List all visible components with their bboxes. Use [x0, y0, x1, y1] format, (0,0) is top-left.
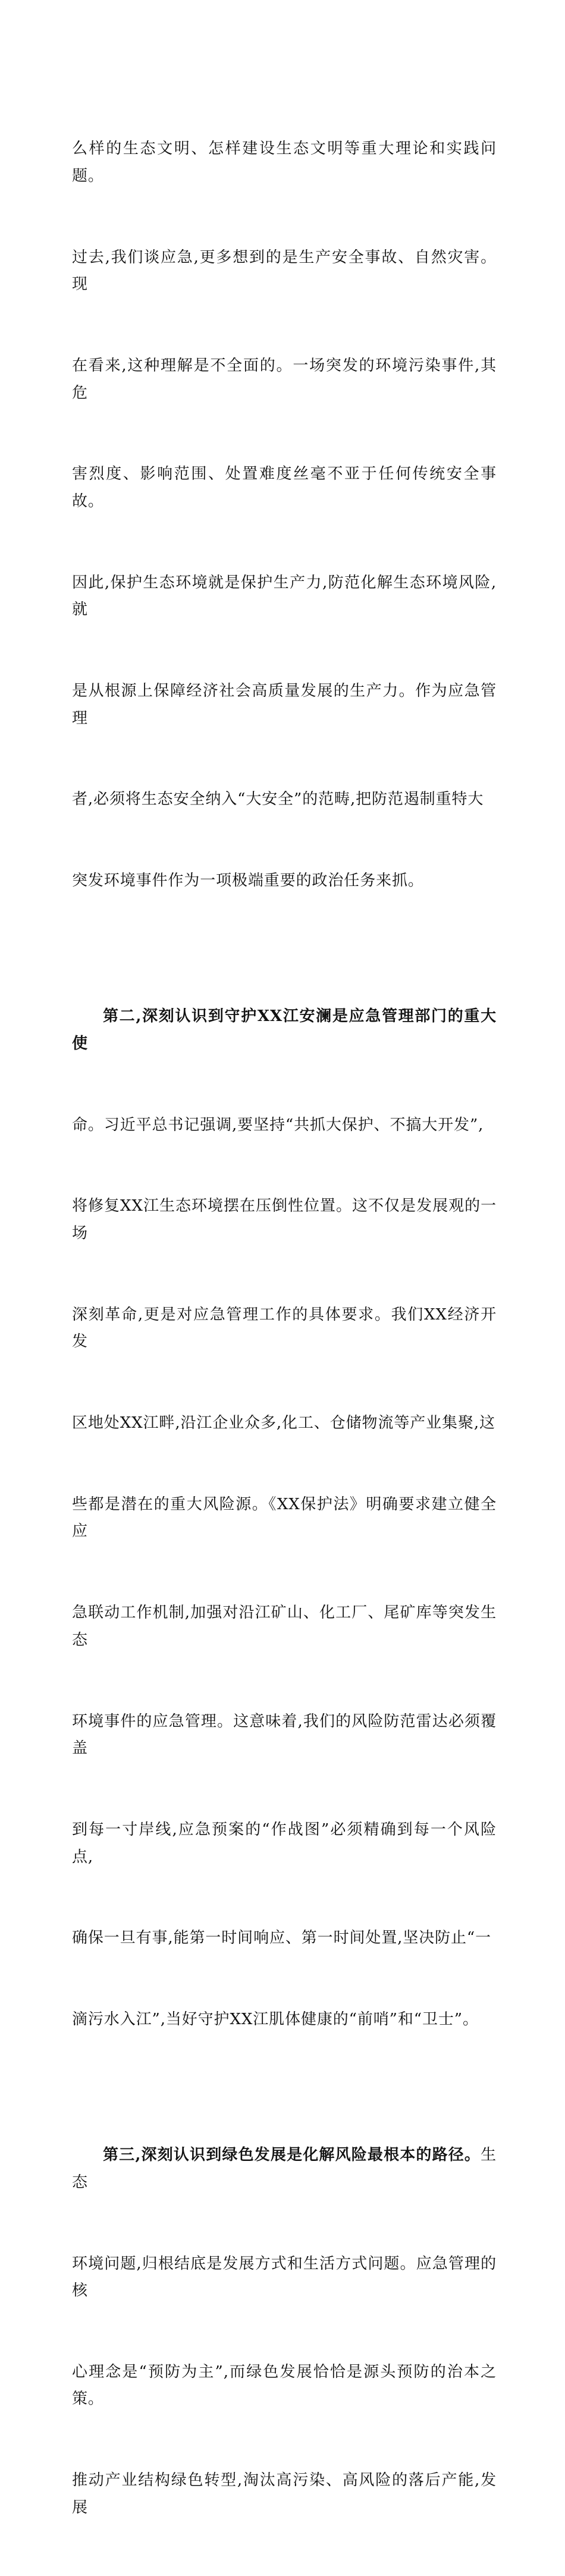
text-line: 将修复XX江生态环境摆在压倒性位置。这不仅是发展观的一场 [72, 1197, 497, 1242]
text-line: 因此,保护生态环境就是保护生产力,防范化解生态环境风险,就 [72, 573, 497, 619]
text-line: 环境事件的应急管理。这意味着,我们的风险防范雷达必须覆盖 [72, 1712, 497, 1758]
text-line: 突发环境事件作为一项极端重要的政治任务来抓。 [72, 872, 424, 890]
text-line: 到每一寸岸线,应急预案的“作战图”必须精确到每一个风险点, [72, 1821, 497, 1866]
paragraph-lead-line [72, 1003, 497, 1057]
text-line: 区地处XX江畔,沿江企业众多,化工、仓储物流等产业集聚,这 [72, 1414, 495, 1432]
text-line: 命。习近平总书记强调,要坚持“共抓大保护、不搞大开发”, [72, 1116, 484, 1134]
text-line: 推动产业结构绿色转型,淘汰高污染、高风险的落后产能,发展 [72, 2471, 497, 2517]
text-line: 急联动工作机制,加强对沿江矿山、化工厂、尾矿库等突发生态 [72, 1604, 497, 1649]
text-line: 些都是潜在的重大风险源。《XX保护法》明确要求建立健全应 [72, 1495, 497, 1541]
paragraph-heading: 第二,深刻认识到守护XX江安澜是应急管理部门的重大使 [72, 1007, 497, 1053]
paragraph-1 [72, 81, 497, 949]
text-line: 么样的生态文明、怎样建设生态文明等重大理论和实践问题。 [72, 140, 497, 185]
paragraph-3 [72, 2088, 497, 2576]
text-line: 害烈度、影响范围、处置难度丝毫不亚于任何传统安全事故。 [72, 465, 497, 510]
text-line: 者,必须将生态安全纳入“大安全”的范畴,把防范遏制重特大 [72, 790, 484, 809]
paragraph-lead-line [72, 2142, 497, 2196]
text-line: 在看来,这种理解是不全面的。一场突发的环境污染事件,其危 [72, 356, 497, 402]
text-line: 深刻革命,更是对应急管理工作的具体要求。我们XX经济开发 [72, 1305, 497, 1351]
paragraph-2 [72, 949, 497, 2088]
paragraph-lead-tail: 生态 [72, 2146, 497, 2191]
body-text [72, 81, 497, 2576]
text-line: 确保一旦有事,能第一时间响应、第一时间处置,坚决防止“一 [72, 1929, 492, 1947]
text-line: 心理念是“预防为主”,而绿色发展恰恰是源头预防的治本之策。 [72, 2363, 497, 2408]
text-line: 环境问题,归根结底是发展方式和生活方式问题。应急管理的核 [72, 2254, 497, 2300]
paragraph-heading: 第三,深刻认识到绿色发展是化解风险最根本的路径。 [103, 2146, 481, 2165]
text-line: 滴污水入江”,当好守护XX江肌体健康的“前哨”和“卫士”。 [72, 2010, 479, 2029]
text-line: 是从根源上保障经济社会高质量发展的生产力。作为应急管理 [72, 682, 497, 727]
text-line: 过去,我们谈应急,更多想到的是生产安全事故、自然灾害。现 [72, 248, 497, 294]
